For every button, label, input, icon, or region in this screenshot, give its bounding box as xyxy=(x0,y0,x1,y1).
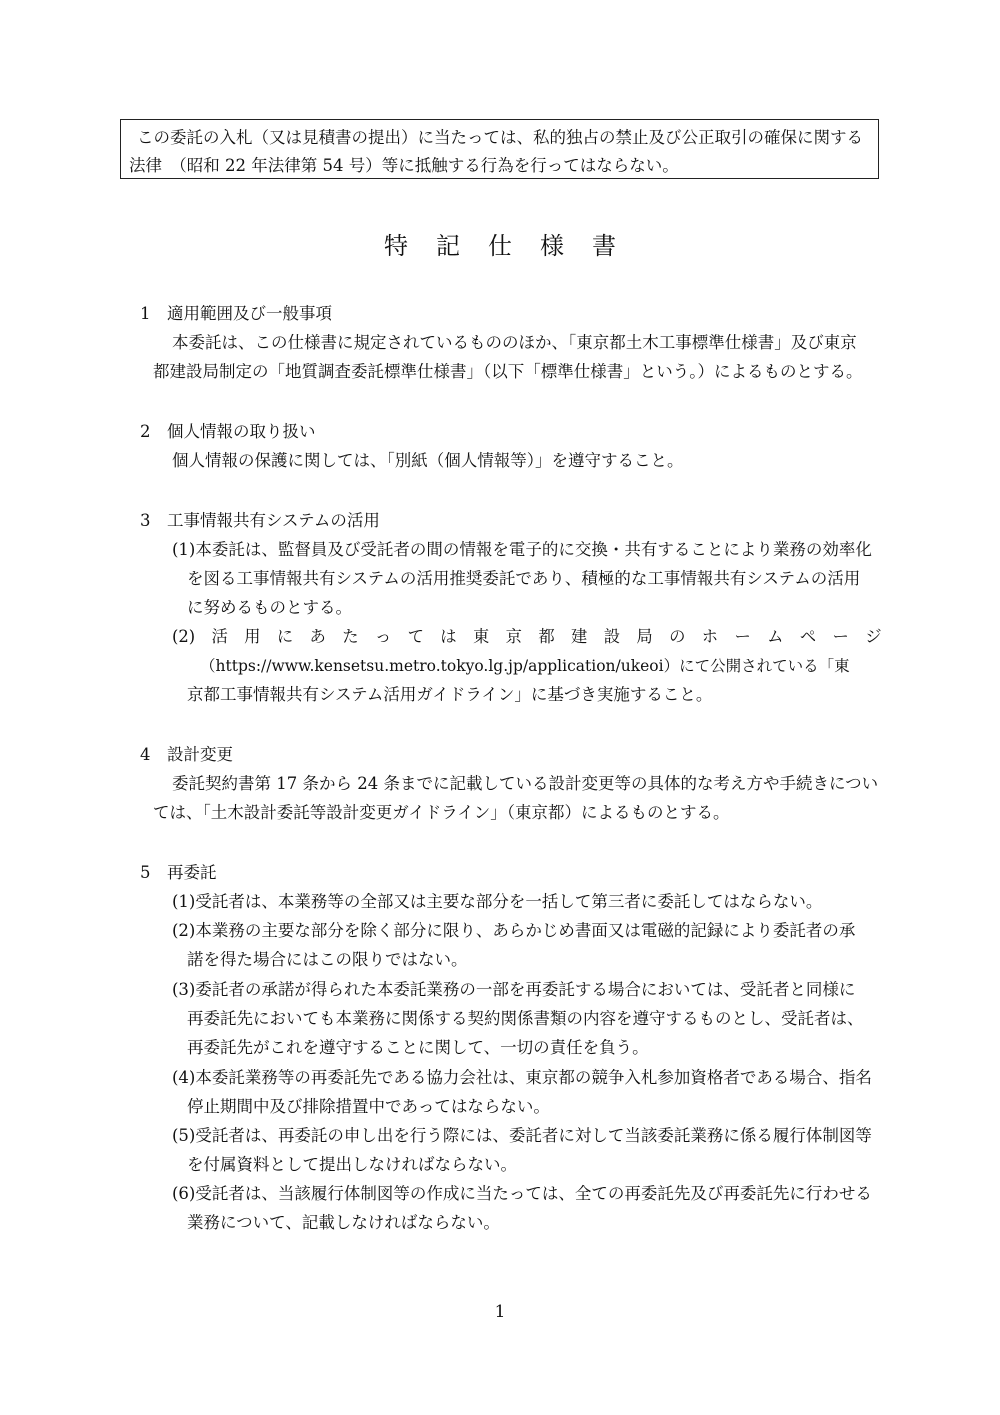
section-2-heading: 2 個人情報の取り扱い xyxy=(140,422,316,441)
page-number: 1 xyxy=(494,1302,506,1322)
notice-line-2: 法律 （昭和 22 年法律第 54 号）等に抵触する行為を行ってはならない。 xyxy=(129,156,679,175)
section-5-item-4-line-1: (4)本委託業務等の再委託先である協力会社は、東京都の競争入札参加資格者である場合、指名 xyxy=(172,1068,872,1087)
section-5-heading: 5 再委託 xyxy=(140,863,217,882)
section-1-heading: 1 適用範囲及び一般事項 xyxy=(140,304,332,323)
notice-line-1: この委託の入札（又は見積書の提出）に当たっては、私的独占の禁止及び公正取引の確保に関する xyxy=(137,128,863,147)
section-5-item-2-line-2: 諾を得た場合にはこの限りではない。 xyxy=(187,950,468,969)
section-3-item-1-line-2: を図る工事情報共有システムの活用推奨委託であり、積極的な工事情報共有システムの活用 xyxy=(187,569,861,588)
section-3-item-2-line-3: 京都工事情報共有システム活用ガイドライン」に基づき実施すること。 xyxy=(187,685,713,704)
section-5-item-1-line-1: (1)受託者は、本業務等の全部又は主要な部分を一括して第三者に委託してはならない。 xyxy=(172,892,823,911)
section-4-heading: 4 設計変更 xyxy=(140,745,233,764)
section-5-item-3-line-1: (3)委託者の承諾が得られた本委託業務の一部を再委託する場合においては、受託者と同様に xyxy=(172,980,856,999)
notice-box xyxy=(120,119,879,179)
section-3-item-2-line-1: (2) 活 用 に あ た っ て は 東 京 都 建 設 局 の ホ ー ム ペ ー ジ xyxy=(172,627,882,646)
section-5-item-6-line-2: 業務について、記載しなければならない。 xyxy=(187,1213,500,1232)
section-3-item-2-line-2: （https://www.kensetsu.metro.tokyo.lg.jp/application/ukeoi）にて公開されている「東 xyxy=(200,657,850,675)
section-3-item-1-line-3: に努めるものとする。 xyxy=(187,598,352,617)
section-5-item-6-line-1: (6)受託者は、当該履行体制図等の作成に当たっては、全ての再委託先及び再委託先に行わせる xyxy=(172,1184,872,1203)
section-4-para-line-2: ては、「土木設計委託等設計変更ガイドライン」（東京都）によるものとする。 xyxy=(153,803,730,822)
section-5-item-3-line-3: 再委託先がこれを遵守することに関して、一切の責任を負う。 xyxy=(187,1038,649,1057)
section-1-para-line-2: 都建設局制定の「地質調査委託標準仕様書」（以下「標準仕様書」という。）によるものとする。 xyxy=(153,362,863,381)
section-5-item-2-line-1: (2)本業務の主要な部分を除く部分に限り、あらかじめ書面又は電磁的記録により委託者の承 xyxy=(172,921,856,940)
section-5-item-4-line-2: 停止期間中及び排除措置中であってはならない。 xyxy=(187,1097,550,1116)
section-4-para-line-1: 委託契約書第 17 条から 24 条までに記載している設計変更等の具体的な考え方や手続きについ xyxy=(172,774,879,793)
section-1-para-line-1: 本委託は、この仕様書に規定されているもののほか、「東京都土木工事標準仕様書」及び東京 xyxy=(172,333,857,352)
page-title: 特記仕様書 xyxy=(384,232,644,260)
section-2-para-line-1: 個人情報の保護に関しては、「別紙（個人情報等）」を遵守すること。 xyxy=(172,451,684,470)
section-3-item-1-line-1: (1)本委託は、監督員及び受託者の間の情報を電子的に交換・共有することにより業務の効率化 xyxy=(172,540,872,559)
section-5-item-5-line-2: を付属資料として提出しなければならない。 xyxy=(187,1155,517,1174)
section-5-item-3-line-2: 再委託先においても本業務に関係する契約関係書類の内容を遵守するものとし、受託者は、 xyxy=(187,1009,864,1028)
section-5-item-5-line-1: (5)受託者は、再委託の申し出を行う際には、委託者に対して当該委託業務に係る履行体制図等 xyxy=(172,1126,872,1145)
section-3-heading: 3 工事情報共有システムの活用 xyxy=(140,511,380,530)
